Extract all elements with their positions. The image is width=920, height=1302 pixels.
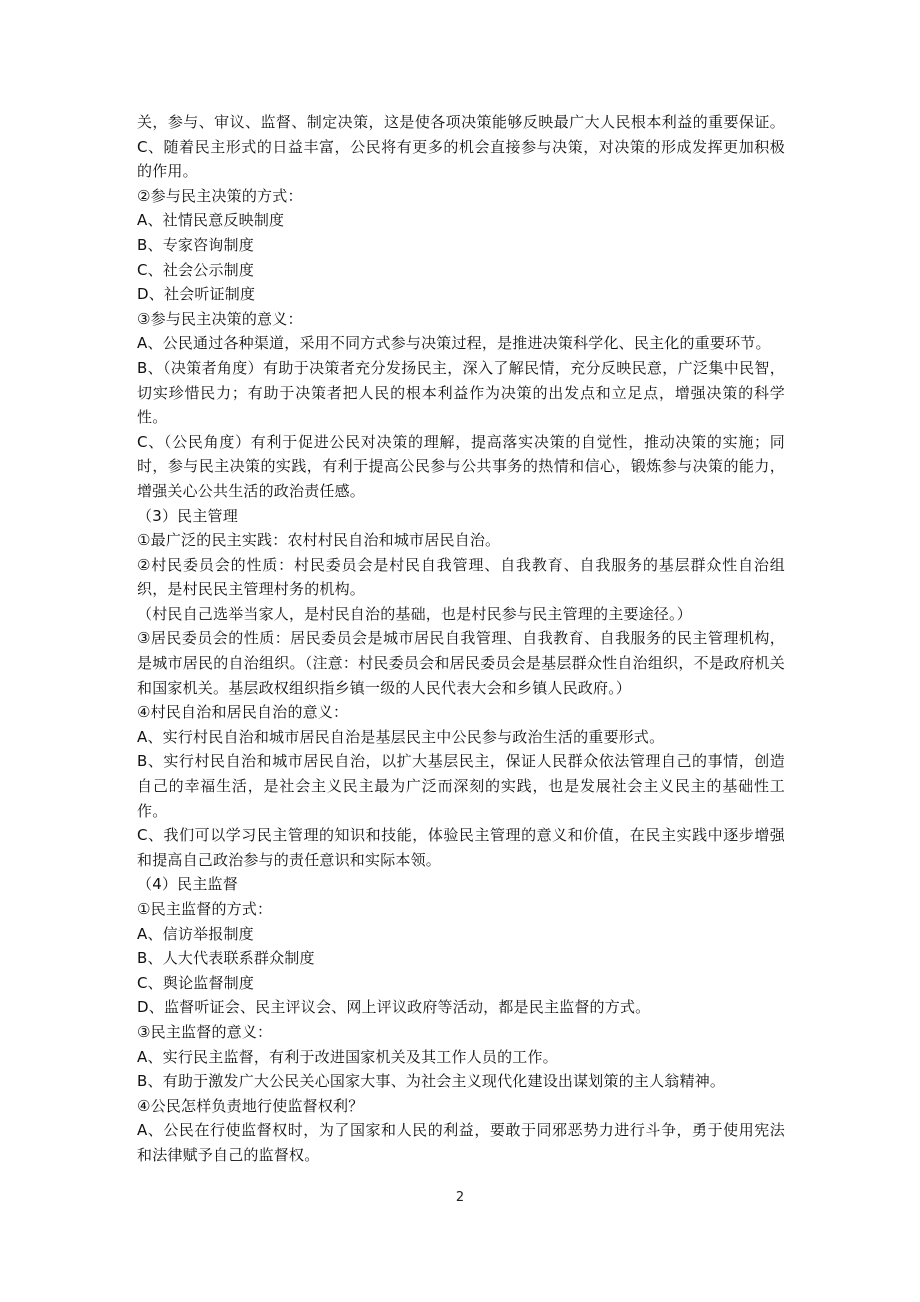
list-item: C、舆论监督制度 (137, 973, 255, 992)
paragraph: （村民自己选举当家人，是村民自治的基础，也是村民参与民主管理的主要途径。） (137, 604, 692, 623)
paragraph: C、（公民角度）有利于促进公民对决策的理解，提高落实决策的自觉性，推动决策的实施；同时，参与民主决策的实践，有利于提高公民参与公共事务的热情和信心，锻炼参与决策的能力，增强关心公共生活的政治责任感。 (137, 432, 785, 500)
paragraph: ③居民委员会的性质：居民委员会是城市居民自我管理、自我教育、自我服务的民主管理机构，是城市居民的自治组织。（注意：村民委员会和居民委员会是基层群众性自治组织，不是政府机关和国家机关。基层政权组织指乡镇一级的人民代表大会和乡镇人民政府。） (137, 629, 785, 697)
paragraph: ②参与民主决策的方式： (137, 186, 303, 205)
paragraph: ③参与民主决策的意义： (137, 309, 303, 328)
paragraph: B、（决策者角度）有助于决策者充分发扬民主，深入了解民情，充分反映民意，广泛集中民智，切实珍惜民力；有助于决策者把人民的根本利益作为决策的出发点和立足点，增强决策的科学性。 (137, 358, 785, 427)
list-item: D、社会听证制度 (137, 285, 256, 304)
paragraph: 关，参与、审议、监督、制定决策，这是使各项决策能够反映最广大人民根本利益的重要保证。C、随着民主形式的日益丰富，公民将有更多的机会直接参与决策，对决策的形成发挥更加积极的作用。 (137, 113, 785, 181)
section-heading: （3）民主管理 (137, 506, 238, 525)
paragraph: ②村民委员会的性质：村民委员会是村民自我管理、自我教育、自我服务的基层群众性自治组织，是村民民主管理村务的机构。 (137, 555, 785, 599)
paragraph: ①民主监督的方式： (137, 900, 273, 918)
paragraph: C、我们可以学习民主管理的知识和技能，体验民主管理的意义和价值，在民主实践中逐步增强和提高自己政治参与的责任意识和实际本领。 (137, 826, 785, 869)
list-item: D、监督听证会、民主评议会、网上评议政府等活动，都是民主监督的方式。 (137, 998, 651, 1017)
document-body (137, 110, 785, 1168)
paragraph: ④村民自治和居民自治的意义： (137, 703, 349, 722)
list-item: B、专家咨询制度 (137, 235, 254, 254)
list-item: A、信访举报制度 (137, 924, 254, 943)
paragraph: A、实行村民自治和城市居民自治是基层民主中公民参与政治生活的重要形式。 (137, 727, 665, 746)
paragraph: B、实行村民自治和城市居民自治，以扩大基层民主，保证人民群众依法管理自己的事情，创造自己的幸福生活，是社会主义民主最为广泛而深刻的实践，也是发展社会主义民主的基础性工作。 (137, 752, 785, 820)
paragraph: A、公民通过各种渠道，采用不同方式参与决策过程，是推进决策科学化、民主化的重要环节。 (137, 334, 771, 353)
list-item: C、社会公示制度 (137, 260, 255, 279)
paragraph: ④公民怎样负责地行使监督权利？ (137, 1096, 364, 1115)
section-heading: （4）民主监督 (137, 875, 238, 894)
paragraph: ①最广泛的民主实践：农村村民自治和城市居民自治。 (137, 531, 501, 550)
paragraph: ③民主监督的意义： (137, 1022, 273, 1041)
paragraph: B、有助于激发广大公民关心国家大事、为社会主义现代化建设出谋划策的主人翁精神。 (137, 1072, 726, 1091)
paragraph: A、公民在行使监督权时，为了国家和人民的利益，要敢于同邪恶势力进行斗争，勇于使用宪法和法律赋予自己的监督权。 (137, 1121, 785, 1164)
page-number: 2 (455, 1190, 465, 1205)
list-item: A、社情民意反映制度 (137, 211, 285, 230)
list-item: B、人大代表联系群众制度 (137, 949, 315, 968)
paragraph: A、实行民主监督，有利于改进国家机关及其工作人员的工作。 (137, 1047, 558, 1066)
